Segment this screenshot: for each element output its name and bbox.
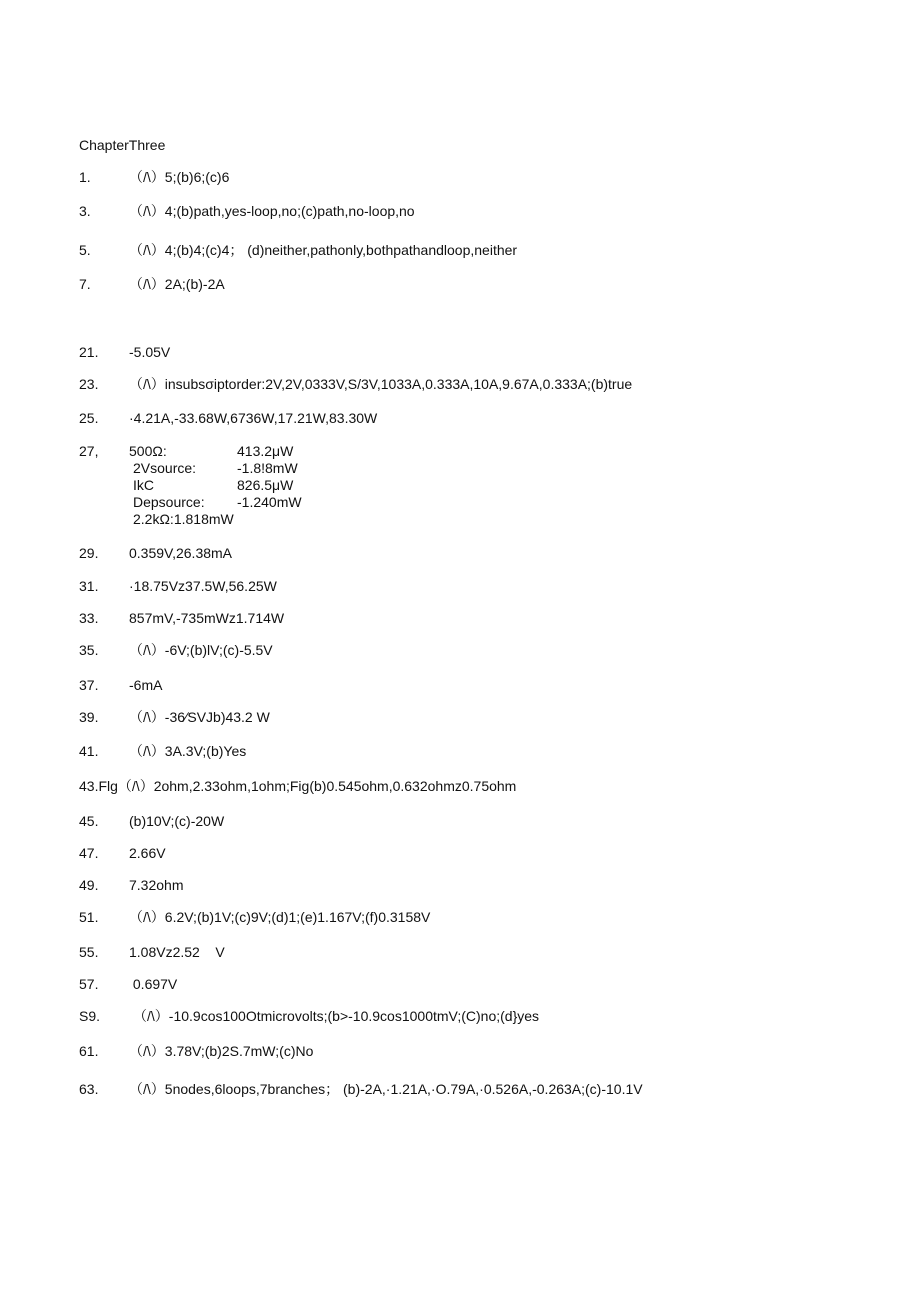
answer-item — [79, 203, 415, 220]
table-row — [79, 494, 302, 511]
table-row — [79, 511, 302, 528]
answer-item — [79, 709, 270, 726]
answer-item — [79, 242, 517, 259]
answer-item — [79, 642, 273, 659]
item-answer: （/\）4;(b)4;(c)4； (d)neither,pathonly,bothpathandloop,neither — [129, 242, 518, 258]
item-answer: （/\）5nodes,6loops,7branches； (b)-2A,·1.21A,·O.79A,·0.526A,-0.263A;(c)-10.1V — [129, 1081, 643, 1097]
item-answer: 1.08Vz2.52 V — [129, 944, 225, 960]
chapter-title: ChapterThree — [79, 137, 166, 153]
answer-item — [79, 909, 430, 926]
answer-item — [79, 813, 224, 830]
row-label: 500Ω: — [129, 443, 167, 459]
answer-item — [79, 1081, 643, 1098]
answer-item — [79, 877, 183, 894]
answer-item — [79, 845, 166, 862]
item-answer: 857mV,-735mWz1.714W — [129, 610, 285, 626]
item-number: 39. — [79, 709, 99, 725]
item-answer: 0.697V — [129, 976, 178, 992]
table-row — [79, 477, 302, 494]
answer-item — [79, 578, 277, 595]
answer-item — [79, 677, 162, 694]
item-answer: 2.66V — [129, 845, 166, 861]
item-number: 61. — [79, 1043, 99, 1059]
answer-item — [79, 376, 632, 393]
item-number: 25. — [79, 410, 99, 426]
row-label: 2.2kΩ:1.818mW — [133, 511, 234, 527]
item-number: 41. — [79, 743, 99, 759]
item-number: 31. — [79, 578, 99, 594]
item-number: 5. — [79, 242, 91, 258]
item-number: 1. — [79, 169, 91, 185]
row-value: 826.5μW — [237, 477, 294, 493]
answer-item — [79, 976, 177, 993]
item-answer: （/\）insubsσiptorder:2V,2V,0333V,S/3V,1033A,0.333A,10A,9.67A,0.333A;(b)true — [129, 376, 633, 392]
answer-item — [79, 1043, 313, 1060]
item-number: 27, — [79, 443, 99, 459]
item-number: 45. — [79, 813, 99, 829]
item-number: 49. — [79, 877, 99, 893]
row-label: Depsource: — [133, 494, 205, 510]
item-answer: （/\）-6V;(b)lV;(c)-5.5V — [129, 642, 273, 658]
item-answer: （/\）-36∕SVJb)43.2 W — [129, 709, 270, 725]
answer-item — [79, 743, 246, 760]
item-answer: ·4.21A,-33.68W,6736W,17.21W,83.30W — [129, 410, 378, 426]
item-number: 3. — [79, 203, 91, 219]
item-answer: （/\）4;(b)path,yes-loop,no;(c)path,no-loop,no — [129, 203, 415, 219]
item-number: 7. — [79, 276, 91, 292]
item-answer: (b)10V;(c)-20W — [129, 813, 225, 829]
answer-item — [79, 276, 225, 293]
item-answer: -5.05V — [129, 344, 171, 360]
item-number: 23. — [79, 376, 99, 392]
table-row — [79, 460, 302, 477]
item-number: 57. — [79, 976, 99, 992]
item-number: 55. — [79, 944, 99, 960]
item-answer: -6mA — [129, 677, 163, 693]
item-number: 29. — [79, 545, 99, 561]
item-number: 63. — [79, 1081, 99, 1097]
item-answer: 7.32ohm — [129, 877, 184, 893]
answer-item — [79, 344, 170, 361]
answer-item — [79, 610, 284, 627]
item-number: 51. — [79, 909, 99, 925]
item-number: 21. — [79, 344, 99, 360]
item-number: 37. — [79, 677, 99, 693]
item-number: 35. — [79, 642, 99, 658]
item-number: S9. — [79, 1008, 101, 1024]
row-value: 413.2μW — [237, 443, 294, 459]
item-number: 33. — [79, 610, 99, 626]
item-answer: （/\）3.78V;(b)2S.7mW;(c)No — [129, 1043, 314, 1059]
answer-item — [79, 1008, 539, 1025]
item-answer: 0.359V,26.38mA — [129, 545, 233, 561]
row-label: 2Vsource: — [133, 460, 197, 476]
answer-item-43: 43.Flg（/\）2ohm,2.33ohm,1ohm;Fig(b)0.545ohm,0.632ohmz0.75ohm — [79, 778, 517, 794]
row-value: -1.8!8mW — [237, 460, 298, 476]
table-row — [79, 443, 302, 460]
item-answer: （/\）-10.9cos100Otmicrovolts;(b>-10.9cos1000tmV;(C)no;(d}yes — [133, 1008, 540, 1024]
answer-item — [79, 169, 229, 186]
item-answer: （/\）5;(b)6;(c)6 — [129, 169, 230, 185]
item-number: 47. — [79, 845, 99, 861]
row-value: -1.240mW — [237, 494, 302, 510]
item-answer: ·18.75Vz37.5W,56.25W — [129, 578, 277, 594]
row-label: IkC — [133, 477, 154, 493]
item-answer: （/\）3A.3V;(b)Yes — [129, 743, 247, 759]
item-answer: （/\）6.2V;(b)1V;(c)9V;(d)1;(e)1.167V;(f)0.3158V — [129, 909, 431, 925]
answer-item — [79, 410, 377, 427]
answer-item — [79, 944, 225, 961]
answer-item — [79, 545, 232, 562]
item-answer: （/\）2A;(b)-2A — [129, 276, 225, 292]
item-27-table — [79, 443, 302, 528]
